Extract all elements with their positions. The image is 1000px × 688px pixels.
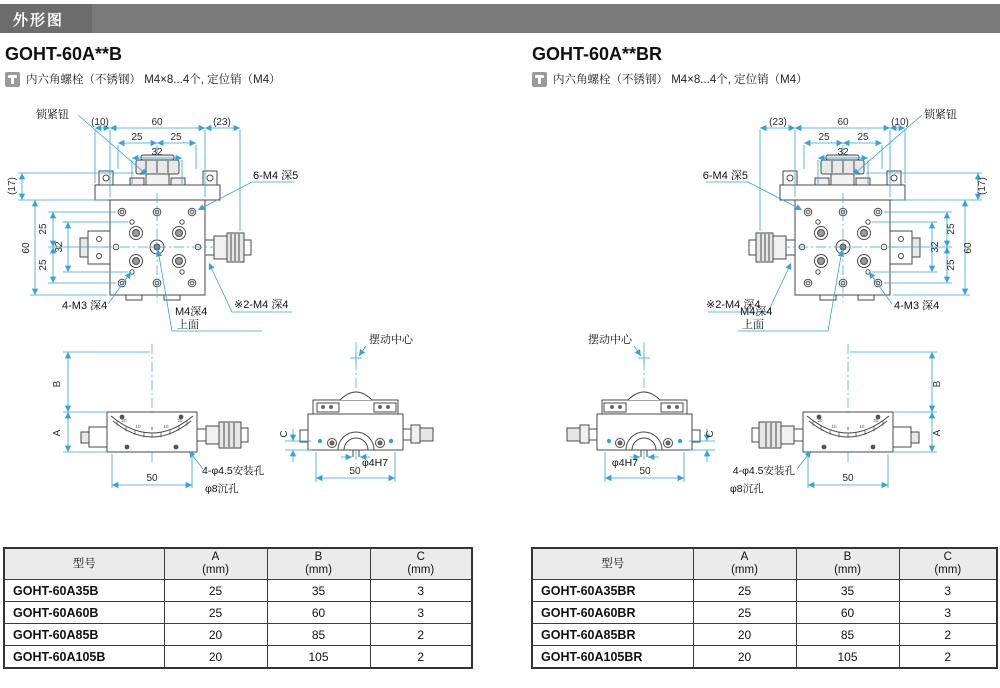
table-row — [532, 580, 997, 602]
dim-50: 50 — [146, 473, 158, 484]
scale-tick: 10 — [135, 424, 141, 429]
label-fit-hole: φ4H7 — [362, 457, 389, 469]
col-c-unit: (mm) — [934, 564, 962, 576]
outline-drawing-right — [500, 100, 1000, 540]
label-counterbore: φ8沉孔 — [730, 483, 764, 495]
dim-60: 60 — [151, 117, 163, 128]
scale-tick: 10 — [859, 424, 865, 429]
col-b-letter: B — [843, 551, 852, 563]
dim-B: B — [932, 380, 943, 388]
dim-25: 25 — [131, 132, 143, 143]
cell-model: GOHT-60A105BR — [532, 646, 693, 669]
label-lock-knob: 锁紧钮 — [924, 109, 957, 121]
cell-b: 85 — [796, 624, 899, 646]
cell-a: 25 — [164, 602, 267, 624]
cell-a: 20 — [164, 646, 267, 669]
dim-50: 50 — [842, 473, 854, 484]
dim-25: 25 — [170, 132, 182, 143]
section-header-bar — [0, 4, 1000, 33]
dim-32: 32 — [151, 147, 163, 158]
cell-a: 20 — [693, 646, 796, 669]
label-swing-center: 摆动中心 — [369, 334, 413, 346]
dim-A: A — [932, 429, 943, 437]
dim-25: 25 — [946, 223, 957, 235]
cell-b: 105 — [267, 646, 370, 669]
cell-a: 25 — [693, 602, 796, 624]
cell-c: 2 — [370, 624, 472, 646]
dim-17: (17) — [7, 177, 18, 195]
label-4-m3: 4-M3 深4 — [62, 300, 108, 312]
cell-c: 3 — [370, 602, 472, 624]
table-row — [4, 580, 472, 602]
screw-icon — [532, 72, 547, 87]
dim-60: 60 — [963, 242, 974, 254]
dim-C: C — [279, 430, 290, 438]
cell-model: GOHT-60A60B — [4, 602, 164, 624]
cell-model: GOHT-60A35B — [4, 580, 164, 602]
scale-tick: 20 — [121, 418, 127, 423]
label-lock-knob: 锁紧钮 — [36, 109, 69, 121]
col-c-letter: C — [416, 551, 425, 563]
cell-a: 25 — [164, 580, 267, 602]
col-a-letter: A — [211, 551, 220, 563]
dim-32: 32 — [930, 241, 941, 253]
dim-25: 25 — [38, 223, 49, 235]
label-2-m4: ※2-M4 深4 — [706, 299, 761, 311]
label-m4: M4深4 — [175, 306, 208, 318]
note-left-text: 内六角螺栓（不锈钢） M4×8...4个, 定位销（M4） — [26, 74, 281, 86]
scale-tick: 20 — [177, 418, 183, 423]
label-swing-center: 摆动中心 — [588, 334, 632, 346]
dim-A: A — [52, 429, 63, 437]
dim-50: 50 — [639, 466, 651, 477]
table-header-row — [532, 548, 997, 580]
dim-17: (17) — [977, 177, 988, 195]
scale-tick: 20 — [873, 418, 879, 423]
cell-b: 35 — [796, 580, 899, 602]
dim-10: (10) — [891, 117, 909, 128]
table-row — [4, 646, 472, 669]
col-model: 型号 — [532, 548, 693, 580]
cell-c: 2 — [370, 646, 472, 669]
cell-b: 85 — [267, 624, 370, 646]
scale-tick: 20 — [817, 418, 823, 423]
label-6-m4: 6-M4 深5 — [253, 170, 299, 182]
cell-b: 60 — [796, 602, 899, 624]
table-row — [532, 602, 997, 624]
note-right — [532, 71, 808, 87]
col-b — [796, 548, 899, 580]
dim-32: 32 — [837, 147, 849, 158]
dim-B: B — [52, 380, 63, 388]
label-top-face: 上面 — [177, 319, 199, 331]
col-model: 型号 — [4, 548, 164, 580]
model-title-left: GOHT-60A**B — [5, 44, 123, 64]
dim-23: (23) — [769, 117, 787, 128]
cell-a: 20 — [693, 624, 796, 646]
dim-25: 25 — [946, 259, 957, 271]
table-row — [532, 646, 997, 669]
cell-c: 3 — [899, 580, 997, 602]
label-6-m4: 6-M4 深5 — [702, 170, 748, 182]
model-title-right: GOHT-60A**BR — [532, 44, 663, 64]
spec-table-left — [3, 547, 473, 669]
cell-b: 105 — [796, 646, 899, 669]
col-c-letter: C — [943, 551, 952, 563]
col-a-unit: (mm) — [202, 564, 229, 576]
label-m4: M4深4 — [740, 306, 773, 318]
cell-a: 25 — [693, 580, 796, 602]
cell-a: 20 — [164, 624, 267, 646]
col-b-unit: (mm) — [834, 564, 861, 576]
dim-25: 25 — [857, 132, 869, 143]
outline-drawing-left — [0, 100, 500, 540]
col-b-letter: B — [314, 551, 323, 563]
cell-c: 2 — [899, 624, 997, 646]
col-a-unit: (mm) — [731, 564, 758, 576]
col-a — [693, 548, 796, 580]
dim-60: 60 — [21, 242, 32, 254]
label-mount-hole: 4-φ4.5安装孔 — [202, 465, 265, 477]
col-b — [267, 548, 370, 580]
screw-icon — [5, 72, 20, 87]
cell-b: 60 — [267, 602, 370, 624]
cell-model: GOHT-60A85B — [4, 624, 164, 646]
col-c — [370, 548, 472, 580]
label-mount-hole: 4-φ4.5安装孔 — [732, 465, 795, 477]
cell-model: GOHT-60A85BR — [532, 624, 693, 646]
label-top-face: 上面 — [742, 319, 764, 331]
dim-25: 25 — [818, 132, 830, 143]
table-header-row — [4, 548, 472, 580]
dim-60: 60 — [837, 117, 849, 128]
section-title: 外形图 — [13, 12, 65, 29]
dim-32: 32 — [54, 241, 65, 253]
label-counterbore: φ8沉孔 — [205, 483, 239, 495]
spec-table-right — [531, 547, 998, 669]
dim-25: 25 — [38, 259, 49, 271]
scale-tick: 10 — [831, 424, 837, 429]
cell-model: GOHT-60A105B — [4, 646, 164, 669]
note-left — [5, 71, 281, 87]
cell-c: 3 — [370, 580, 472, 602]
cell-model: GOHT-60A60BR — [532, 602, 693, 624]
scale-tick: 0 — [846, 426, 850, 431]
dim-23: (23) — [213, 117, 231, 128]
col-a-letter: A — [740, 551, 749, 563]
cell-model: GOHT-60A35BR — [532, 580, 693, 602]
table-row — [532, 624, 997, 646]
scale-tick: 0 — [150, 426, 154, 431]
label-4-m3: 4-M3 深4 — [894, 300, 940, 312]
col-c — [899, 548, 997, 580]
cell-b: 35 — [267, 580, 370, 602]
col-a — [164, 548, 267, 580]
dim-C: C — [705, 430, 716, 438]
note-right-text: 内六角螺栓（不锈钢） M4×8...4个, 定位销（M4） — [553, 74, 808, 86]
cell-c: 2 — [899, 646, 997, 669]
dim-50: 50 — [349, 466, 361, 477]
scale-tick: 10 — [163, 424, 169, 429]
cell-c: 3 — [899, 602, 997, 624]
table-row — [4, 624, 472, 646]
table-row — [4, 602, 472, 624]
label-2-m4: ※2-M4 深4 — [234, 299, 289, 311]
col-b-unit: (mm) — [305, 564, 332, 576]
dim-10: (10) — [91, 117, 109, 128]
col-c-unit: (mm) — [407, 564, 435, 576]
label-fit-hole: φ4H7 — [611, 457, 638, 469]
